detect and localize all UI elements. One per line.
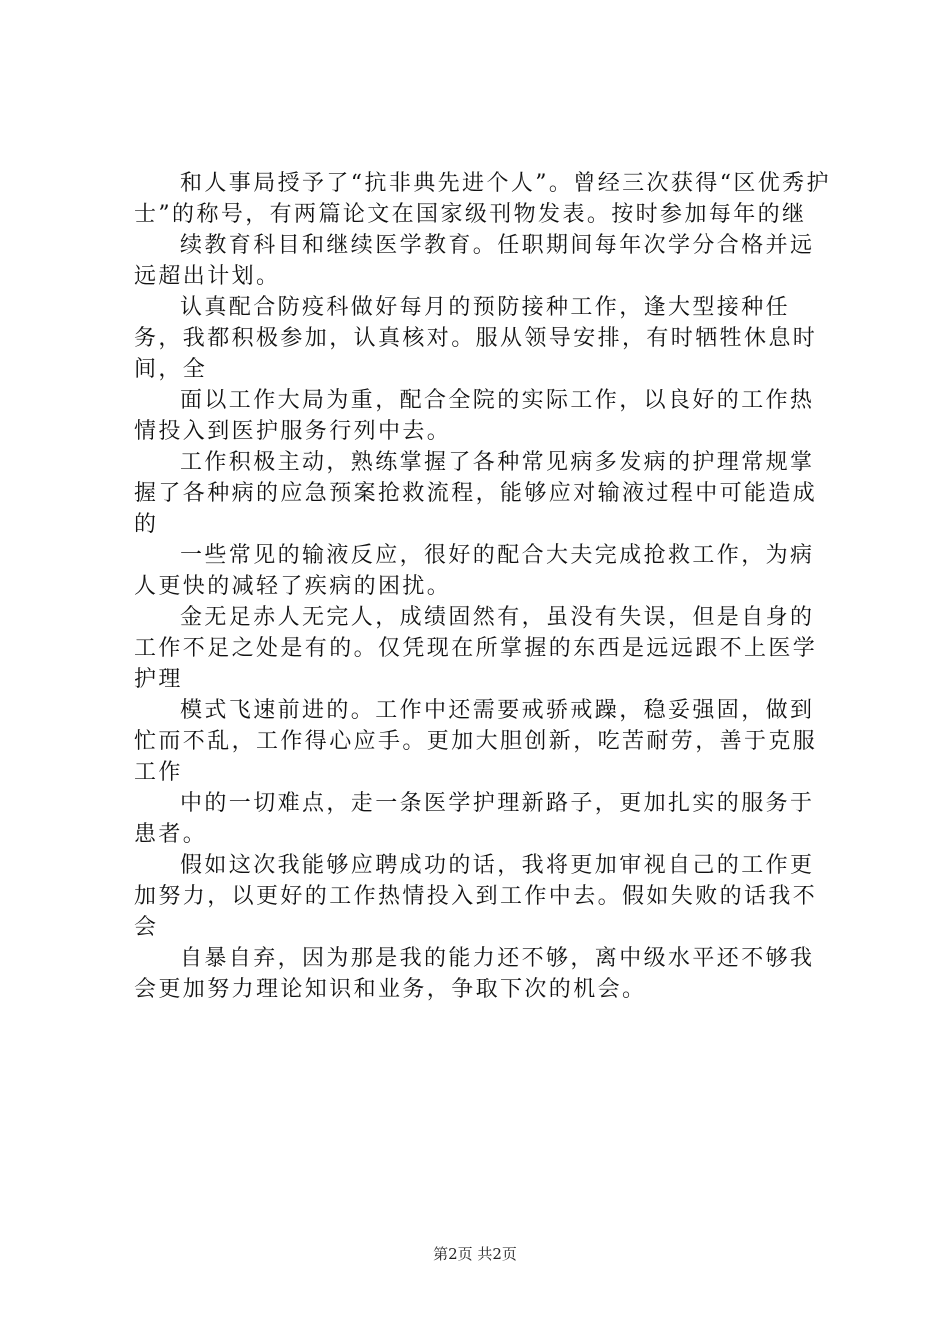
- paragraph: 认真配合防疫科做好每月的预防接种工作，逢大型接种任务，我都积极参加，认真核对。服从领导安排，有时牺牲休息时间，全: [134, 295, 818, 382]
- document-body: [134, 168, 834, 1005]
- paragraph: 假如这次我能够应聘成功的话，我将更加审视自己的工作更加努力，以更好的工作热情投入到工作中去。假如失败的话我不会: [134, 853, 818, 940]
- paragraph: 续教育科目和继续医学教育。任职期间每年次学分合格并远远超出计划。: [134, 233, 815, 289]
- paragraph: 中的一切难点，走一条医学护理新路子，更加扎实的服务于患者。: [134, 791, 815, 847]
- paragraph: 模式飞速前进的。工作中还需要戒骄戒躁，稳妥强固，做到忙而不乱，工作得心应手。更加大胆创新，吃苦耐劳，善于克服工作: [134, 698, 818, 785]
- paragraph: 面以工作大局为重，配合全院的实际工作，以良好的工作热情投入到医护服务行列中去。: [134, 388, 815, 444]
- page-number: 第2页 共2页: [433, 1245, 517, 1263]
- paragraph: 工作积极主动，熟练掌握了各种常见病多发病的护理常规掌握了各种病的应急预案抢救流程，能够应对输液过程中可能造成的: [134, 450, 818, 537]
- paragraph: 自暴自弃，因为那是我的能力还不够，离中级水平还不够我会更加努力理论知识和业务，争取下次的机会。: [134, 946, 815, 1002]
- paragraph: 一些常见的输液反应，很好的配合大夫完成抢救工作，为病人更快的减轻了疾病的困扰。: [134, 543, 815, 599]
- paragraph: 和人事局授予了“抗非典先进个人”。曾经三次获得“区优秀护士”的称号，有两篇论文在国家级刊物发表。按时参加每年的继: [134, 171, 831, 227]
- paragraph: 金无足赤人无完人，成绩固然有，虽没有失误，但是自身的工作不足之处是有的。仅凭现在所掌握的东西是远远跟不上医学护理: [134, 605, 818, 692]
- page-footer: [0, 1244, 950, 1264]
